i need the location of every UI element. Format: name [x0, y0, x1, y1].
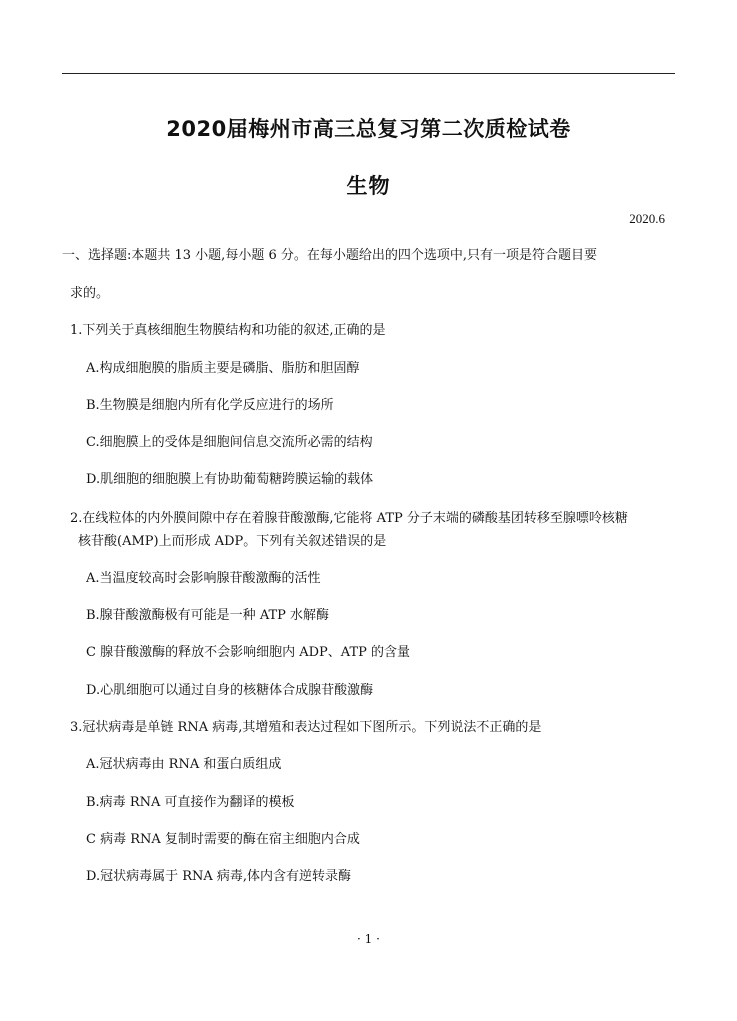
answer-option: C.细胞膜上的受体是细胞间信息交流所必需的结构: [86, 435, 373, 450]
answer-option: C 腺苷酸激酶的释放不会影响细胞内 ADP、ATP 的含量: [86, 645, 410, 660]
answer-option: A.当温度较高时会影响腺苷酸激酶的活性: [86, 571, 321, 586]
section-instruction: 一、选择题:本题共 13 小题,每小题 6 分。在每小题给出的四个选项中,只有一项是符合题目要: [62, 248, 597, 263]
question-stem: 1.下列关于真核细胞生物膜结构和功能的叙述,正确的是: [70, 323, 386, 338]
answer-option: B.生物膜是细胞内所有化学反应进行的场所: [86, 398, 334, 413]
question-stem: 2.在线粒体的内外膜间隙中存在着腺苷酸激酶,它能将 ATP 分子末端的磷酸基团转移至腺嘌呤核糖: [70, 511, 628, 526]
header-rule: [62, 73, 675, 74]
subject-title: 生物: [346, 174, 391, 198]
page-number: · 1 ·: [357, 932, 380, 946]
exam-title: 2020届梅州市高三总复习第二次质检试卷: [166, 117, 571, 141]
section-instruction-cont: 求的。: [70, 286, 110, 301]
answer-option: C 病毒 RNA 复制时需要的酶在宿主细胞内合成: [86, 832, 360, 847]
question-stem-cont: 核苷酸(AMP)上而形成 ADP。下列有关叙述错误的是: [78, 534, 387, 549]
question-stem: 3.冠状病毒是单链 RNA 病毒,其增殖和表达过程如下图所示。下列说法不正确的是: [70, 720, 542, 735]
answer-option: A.冠状病毒由 RNA 和蛋白质组成: [86, 757, 282, 772]
answer-option: D.肌细胞的细胞膜上有协助葡萄糖跨膜运输的载体: [86, 472, 374, 487]
answer-option: A.构成细胞膜的脂质主要是磷脂、脂肪和胆固醇: [86, 361, 360, 376]
exam-date: 2020.6: [629, 211, 665, 226]
answer-option: B.病毒 RNA 可直接作为翻译的模板: [86, 795, 295, 810]
answer-option: B.腺苷酸激酶极有可能是一种 ATP 水解酶: [86, 608, 330, 623]
answer-option: D.心肌细胞可以通过自身的核糖体合成腺苷酸激酶: [86, 683, 374, 698]
answer-option: D.冠状病毒属于 RNA 病毒,体内含有逆转录酶: [86, 869, 352, 884]
